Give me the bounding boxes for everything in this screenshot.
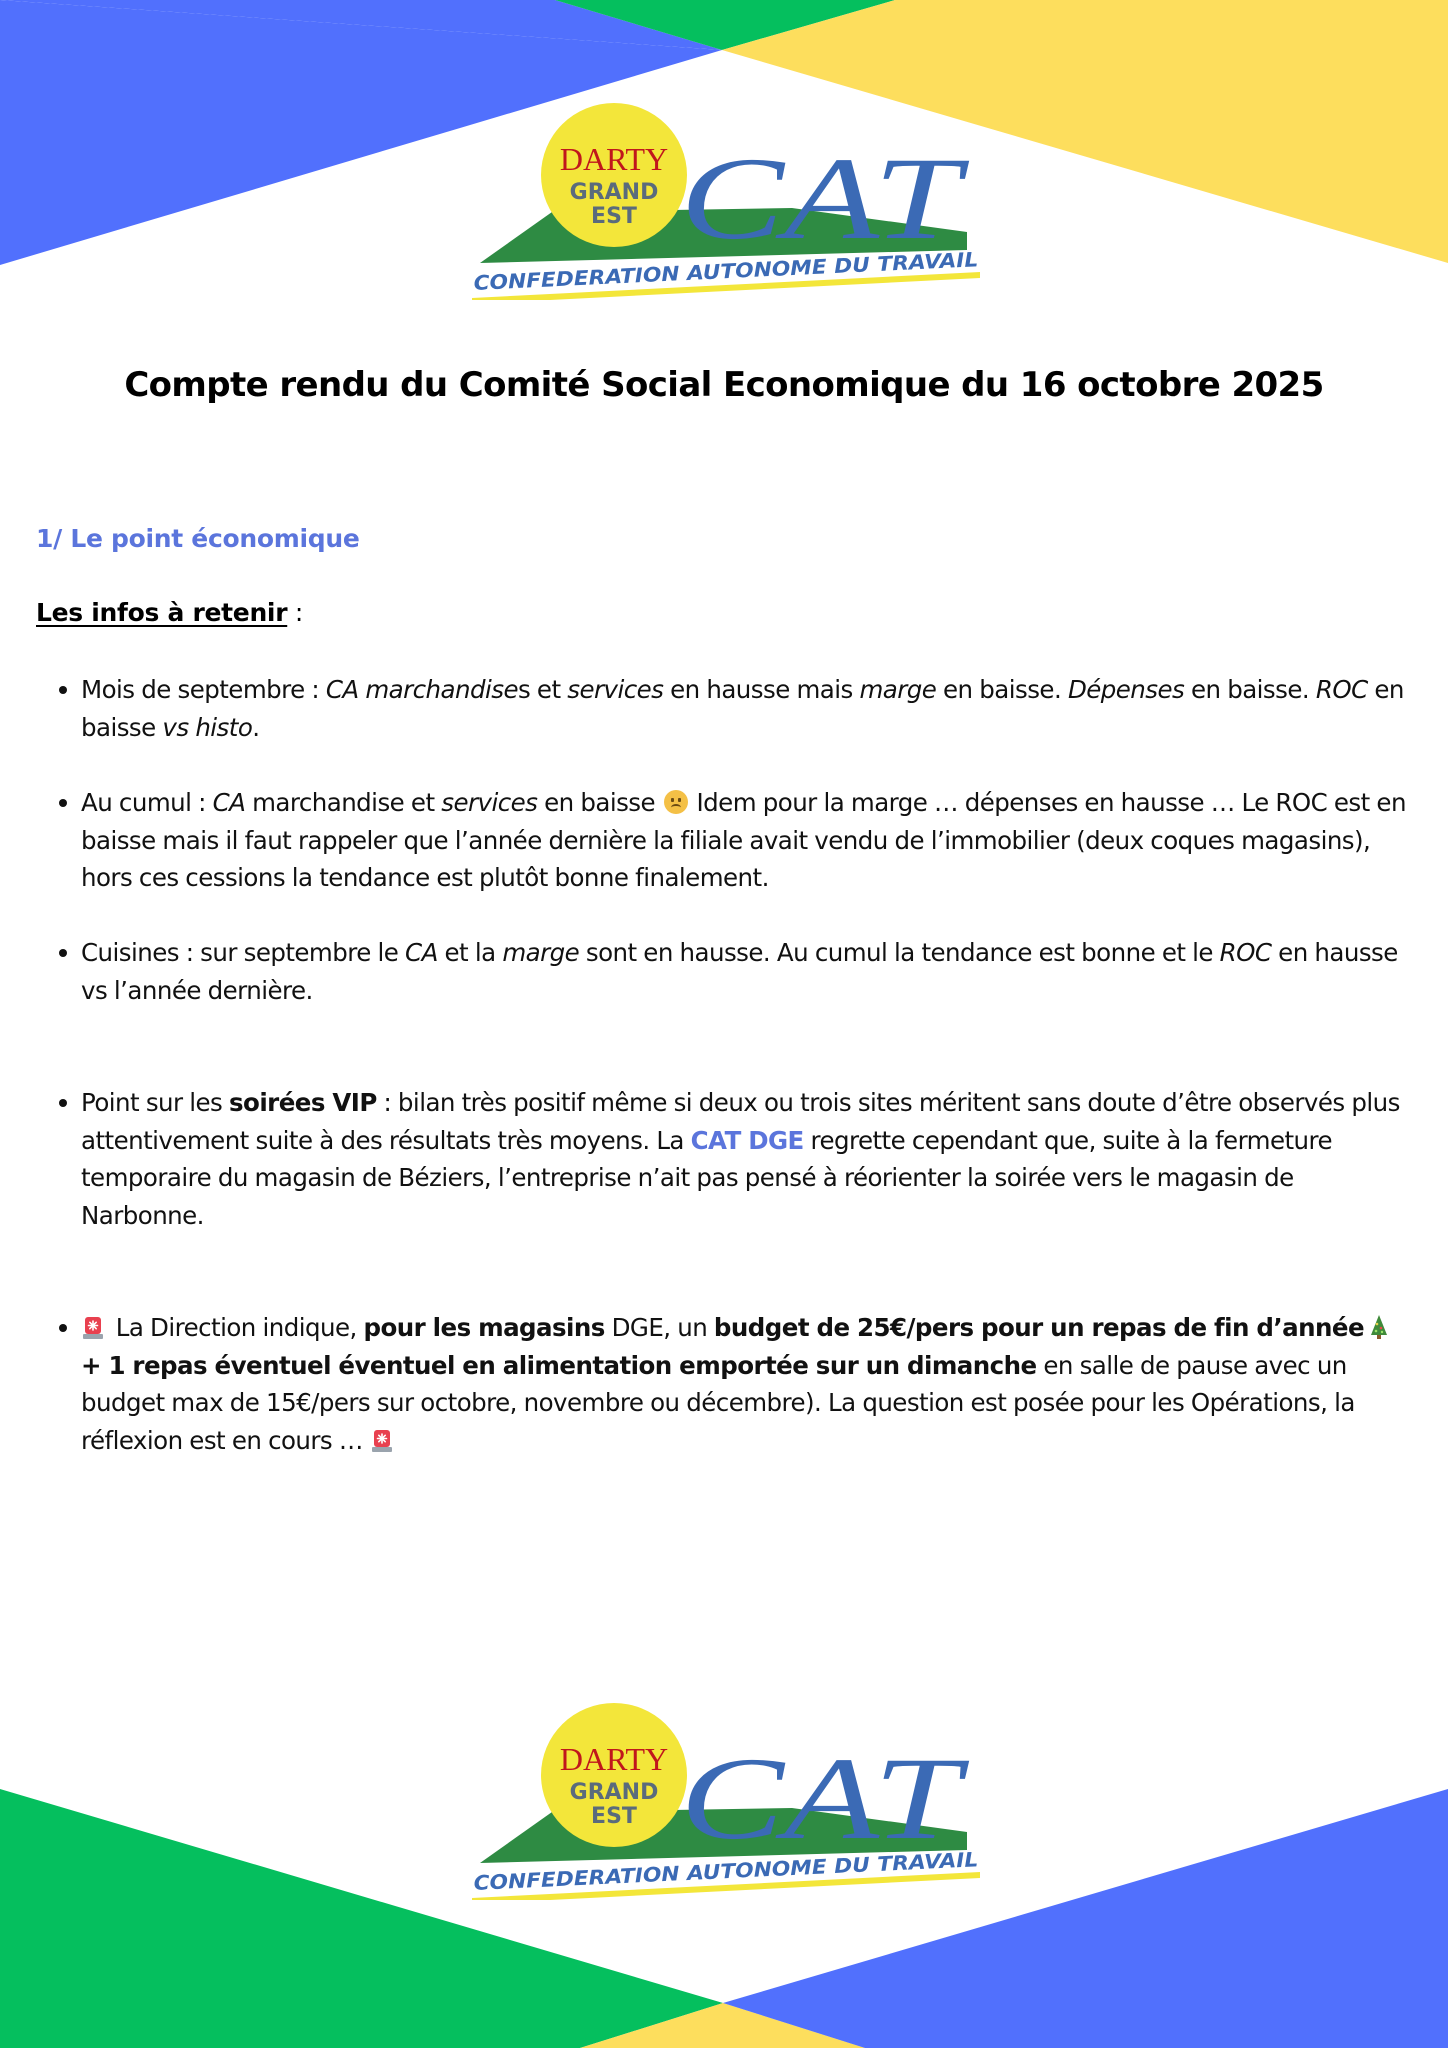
key-info-heading bbox=[36, 598, 303, 627]
bold-emphasis: pour les magasins bbox=[363, 1313, 605, 1342]
document-title: Compte rendu du Comité Social Economique du 16 octobre 2025 bbox=[124, 365, 1324, 405]
text-segment: en baisse bbox=[81, 675, 1404, 742]
italic-term: marge bbox=[859, 675, 937, 704]
section-heading-economic-point: 1/ Le point économique bbox=[36, 524, 360, 553]
text-segment: La Direction indique, bbox=[109, 1313, 364, 1342]
text-segment: en baisse. bbox=[1184, 675, 1316, 704]
text-segment: Mois de septembre : bbox=[81, 675, 326, 704]
list-item-mois-septembre bbox=[81, 671, 1416, 746]
italic-term: ROC bbox=[1219, 938, 1272, 967]
italic-term: Dépenses bbox=[1067, 675, 1185, 704]
list-item-soirees-vip bbox=[81, 1084, 1416, 1234]
italic-term: CA bbox=[405, 938, 438, 967]
italic-term: CA bbox=[212, 788, 246, 817]
logo-text-grand: GRAND bbox=[569, 1780, 659, 1805]
logo-text-darty: DARTY bbox=[559, 1741, 669, 1777]
siren-icon bbox=[81, 1314, 105, 1340]
logo-text-darty: DARTY bbox=[559, 141, 669, 177]
logo-text-cat: CAT bbox=[680, 133, 970, 264]
siren-icon bbox=[370, 1427, 394, 1453]
text-segment: en hausse vs l’année dernière. bbox=[81, 938, 1398, 1005]
list-item-repas-fin-annee bbox=[81, 1309, 1416, 1459]
italic-term: services bbox=[567, 675, 664, 704]
italic-term: vs histo bbox=[162, 712, 253, 742]
key-info-heading-label: Les infos à retenir bbox=[36, 598, 288, 627]
bold-emphasis: + 1 repas éventuel éventuel en alimentation emportée sur un dimanche bbox=[81, 1350, 1037, 1380]
text-segment: en baisse. bbox=[936, 675, 1068, 704]
text-segment: Cuisines : sur septembre le bbox=[81, 938, 406, 967]
cat-logo bbox=[462, 100, 982, 300]
italic-term: marge bbox=[502, 938, 580, 967]
bold-emphasis: soirées VIP bbox=[229, 1088, 377, 1117]
logo-text-est: EST bbox=[591, 1804, 637, 1829]
logo-text-grand: GRAND bbox=[569, 180, 659, 205]
christmas-tree-icon bbox=[1368, 1314, 1390, 1340]
key-info-heading-colon: : bbox=[287, 598, 304, 627]
bold-emphasis: budget de 25€/pers pour un repas de fin d’année bbox=[713, 1313, 1365, 1342]
logo-text-est: EST bbox=[591, 204, 637, 229]
cat-logo bbox=[462, 1700, 982, 1900]
italic-term: services bbox=[441, 788, 538, 817]
italic-term: ROC bbox=[1315, 675, 1368, 704]
text-segment: en salle de pause avec un budget max de 15€/pers sur octobre, novembre ou décembre). La question est posée pour les Opérations, la réflexion est en cours … bbox=[81, 1350, 1355, 1455]
cat-logo-footer bbox=[462, 1700, 982, 1900]
text-segment: en baisse bbox=[537, 788, 662, 817]
text-segment: s et bbox=[517, 675, 568, 704]
text-segment: Idem pour la marge … dépenses en hausse … Le ROC est en baisse mais il faut rappeler que l’année dernière la filiale avait vendu de l’immobilier (deux coques magasins), hors ces cessions la tendance est plutôt bonne finalement. bbox=[81, 788, 1406, 892]
logo-tagline: CONFEDERATION AUTONOME DU TRAVAIL bbox=[473, 249, 939, 295]
text-segment: . bbox=[252, 712, 260, 742]
text-segment: Au cumul : bbox=[81, 788, 213, 817]
text-segment: DGE, un bbox=[604, 1313, 714, 1342]
organization-name: CAT DGE bbox=[690, 1125, 804, 1155]
text-segment: : bilan très positif même si deux ou trois sites méritent sans doute d’être observés plus attentivement suite à des résultats très moyens. La bbox=[81, 1088, 1400, 1155]
text-segment: et la bbox=[437, 938, 503, 967]
logo-text-cat: CAT bbox=[680, 1733, 970, 1864]
text-segment: Point sur les bbox=[81, 1088, 230, 1117]
logo-tagline: CONFEDERATION AUTONOME DU TRAVAIL bbox=[473, 1849, 939, 1895]
text-segment: sont en hausse. Au cumul la tendance est bonne et le bbox=[579, 938, 1220, 967]
list-item-au-cumul bbox=[81, 784, 1416, 897]
text-segment: marchandise et bbox=[245, 788, 442, 817]
italic-term: CA marchandise bbox=[325, 675, 518, 704]
cat-logo-header bbox=[462, 100, 982, 300]
list-item-cuisines bbox=[81, 934, 1416, 1009]
sad-face-icon bbox=[664, 790, 688, 814]
text-segment: regrette cependant que, suite à la fermeture temporaire du magasin de Béziers, l’entreprise n’ait pas pensé à réorienter la soirée vers le magasin de Narbonne. bbox=[81, 1125, 1333, 1230]
text-segment: en hausse mais bbox=[663, 675, 860, 704]
